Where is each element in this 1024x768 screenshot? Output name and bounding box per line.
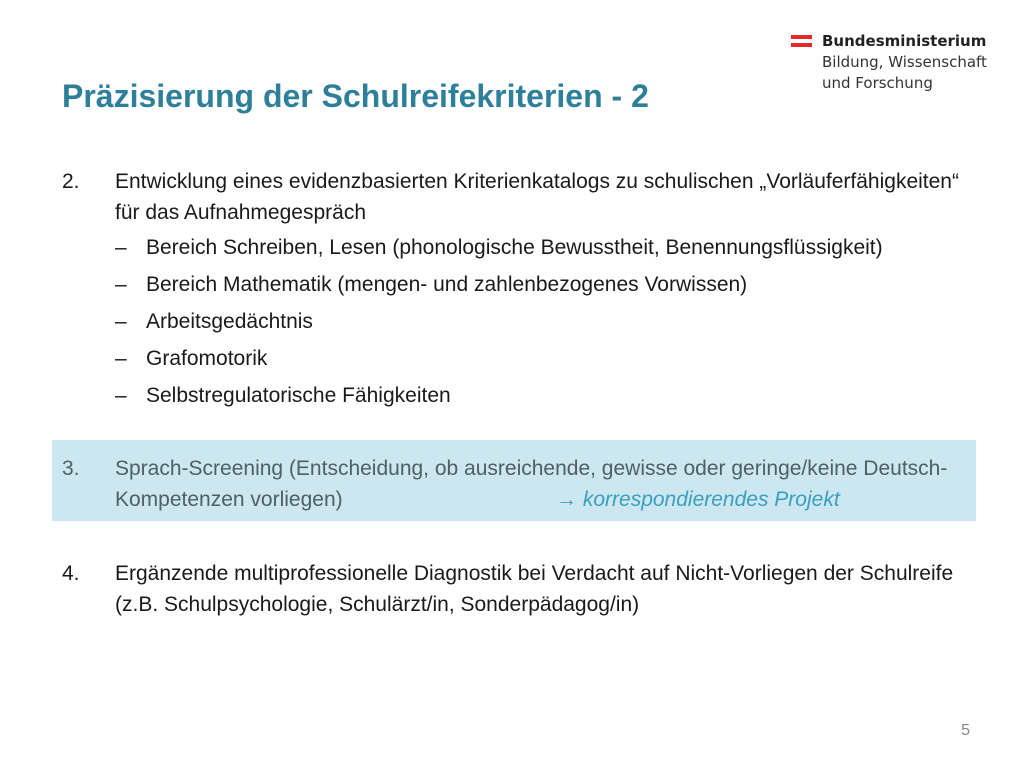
- dash-bullet-icon: –: [115, 236, 127, 259]
- sub-list-item-text: Selbstregulatorische Fähigkeiten: [146, 384, 451, 407]
- list-item-number: 4.: [62, 562, 80, 585]
- sub-list-item: [115, 306, 975, 343]
- list-item-text: Ergänzende multiprofessionelle Diagnostik bei Verdacht auf Nicht-Vorliegen der Schulreife (z.B. Schulpsychologie, Schulärzt/in, Sonderpädagog/in): [115, 562, 954, 616]
- page-number: 5: [961, 722, 970, 739]
- list-item-text: [115, 453, 965, 515]
- ministry-name: [822, 31, 987, 94]
- austrian-flag-icon: [791, 35, 812, 47]
- dash-bullet-icon: –: [115, 273, 127, 296]
- sub-list-item: [115, 232, 975, 269]
- slide-title: Präzisierung der Schulreifekriterien - 2: [62, 78, 649, 114]
- sub-list-item-text: Bereich Schreiben, Lesen (phonologische Bewusstheit, Benennungsflüssigkeit): [146, 236, 883, 259]
- sub-list-item: [115, 380, 975, 417]
- ministry-name-line-1: Bundesministerium: [822, 32, 987, 50]
- sub-list-item-text: Bereich Mathematik (mengen- und zahlenbezogenes Vorwissen): [146, 273, 748, 296]
- ministry-logo: [791, 31, 1016, 97]
- ministry-name-line-2: Bildung, Wissenschaft: [822, 53, 987, 71]
- sub-list: [115, 232, 975, 417]
- list-item-number: 3.: [62, 457, 80, 480]
- dash-bullet-icon: –: [115, 384, 127, 407]
- ministry-name-line-3: und Forschung: [822, 74, 933, 92]
- dash-bullet-icon: –: [115, 347, 127, 370]
- list-item-text: Entwicklung eines evidenzbasierten Kriterienkatalogs zu schulischen „Vorläuferfähigkeiten“ für das Aufnahmegespräch: [115, 170, 959, 224]
- arrow-right-icon: →: [556, 488, 577, 511]
- sub-list-item-text: Grafomotorik: [146, 347, 268, 370]
- corresponding-project-label: korrespondierendes Projekt: [582, 488, 840, 511]
- list-item-body: Sprach-Screening (Entscheidung, ob ausreichende, gewisse oder geringe/keine Deutsch-Kompetenzen vorliegen): [115, 457, 948, 511]
- sub-list-item: [115, 343, 975, 380]
- corresponding-project-link[interactable]: [556, 484, 840, 515]
- list-item-number: 2.: [62, 170, 80, 193]
- sub-list-item: [115, 269, 975, 306]
- dash-bullet-icon: –: [115, 310, 127, 333]
- sub-list-item-text: Arbeitsgedächtnis: [146, 310, 313, 333]
